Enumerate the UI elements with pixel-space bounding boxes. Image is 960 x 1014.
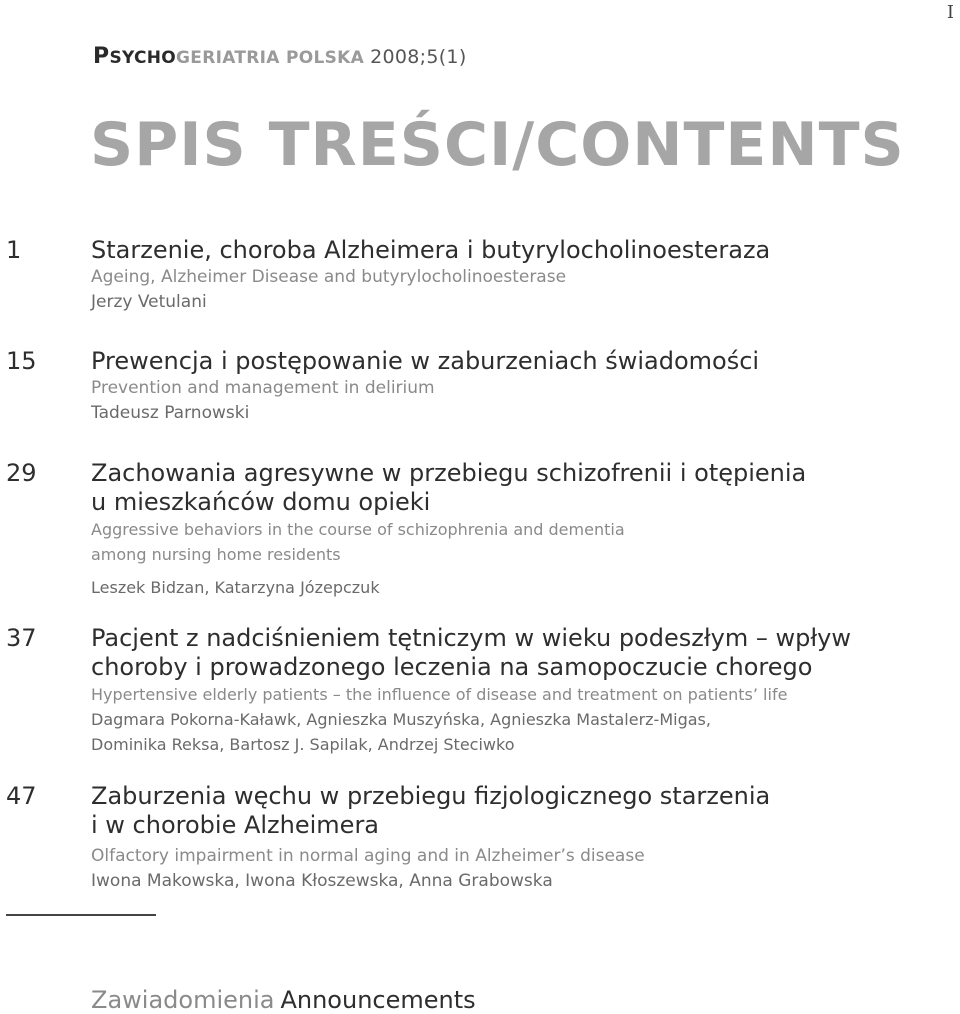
toc-page-number: 29 <box>6 459 37 487</box>
toc-page-number: 1 <box>6 236 22 264</box>
toc-title-en: Aggressive behaviors in the course of schizophrenia and dementia <box>91 520 625 539</box>
toc-title-pl[interactable]: Prewencja i postępowanie w zaburzeniach świadomości <box>91 347 760 375</box>
toc-title-pl[interactable]: i w chorobie Alzheimera <box>91 811 380 839</box>
announcements-heading[interactable] <box>91 986 476 1014</box>
journal-header <box>93 44 467 69</box>
toc-title-pl[interactable]: choroby i prowadzonego leczenia na samopoczucie chorego <box>91 653 813 681</box>
journal-name-part1: SYCHO <box>109 48 177 68</box>
toc-title-pl[interactable]: u mieszkańców domu opieki <box>91 488 431 516</box>
journal-name-part2: GERIATRIA POLSKA <box>176 48 365 68</box>
page-title: SPIS TREŚCI/CONTENTS <box>90 110 905 180</box>
toc-title-en: Hypertensive elderly patients – the influence of disease and treatment on patients’ life <box>91 685 788 704</box>
announcements-label-pl: Zawiadomienia <box>91 986 275 1014</box>
toc-title-en: Olfactory impairment in normal aging and in Alzheimer’s disease <box>91 846 645 866</box>
toc-page-number: 47 <box>6 782 37 810</box>
toc-title-pl[interactable]: Starzenie, choroba Alzheimera i butyrylocholinoesteraza <box>91 236 771 264</box>
toc-page-number: 37 <box>6 624 37 652</box>
toc-title-pl[interactable]: Zachowania agresywne w przebiegu schizofrenii i otępienia <box>91 459 807 487</box>
toc-authors: Iwona Makowska, Iwona Kłoszewska, Anna Grabowska <box>91 871 553 891</box>
toc-page-number: 15 <box>6 347 37 375</box>
toc-title-pl[interactable]: Pacjent z nadciśnieniem tętniczym w wieku podeszłym – wpływ <box>91 624 852 652</box>
toc-title-en: among nursing home residents <box>91 545 341 564</box>
section-divider <box>6 914 156 916</box>
toc-title-en: Ageing, Alzheimer Disease and butyrylocholinoesterase <box>91 267 567 287</box>
toc-authors: Dominika Reksa, Bartosz J. Sapilak, Andrzej Steciwko <box>91 735 515 754</box>
toc-authors: Leszek Bidzan, Katarzyna Józepczuk <box>91 578 380 597</box>
toc-authors: Jerzy Vetulani <box>91 292 207 312</box>
journal-issue: 2008;5(1) <box>370 46 467 68</box>
toc-title-pl[interactable]: Zaburzenia węchu w przebiegu fizjologicznego starzenia <box>91 782 771 810</box>
toc-title-en: Prevention and management in delirium <box>91 378 435 398</box>
journal-initial: P <box>93 44 110 69</box>
announcements-label-en: Announcements <box>280 986 476 1014</box>
toc-authors: Dagmara Pokorna-Kaławk, Agnieszka Muszyńska, Agnieszka Mastalerz-Migas, <box>91 710 711 729</box>
toc-authors: Tadeusz Parnowski <box>91 403 250 423</box>
page-number: I <box>946 2 954 23</box>
